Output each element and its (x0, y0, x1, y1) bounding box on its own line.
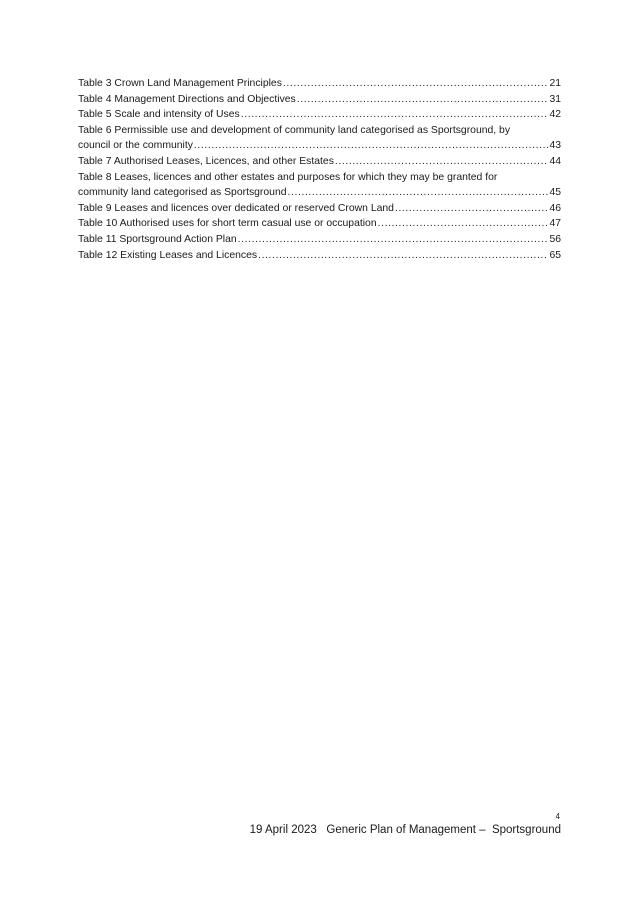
toc-entry[interactable] (78, 232, 561, 248)
toc-page-number: 44 (549, 155, 561, 167)
toc-entry-title: Table 10 Authorised uses for short term casual use or occupation (78, 218, 377, 230)
toc-leader-dots (241, 107, 549, 123)
footer-date: 19 April 2023 (249, 824, 317, 836)
toc-entry[interactable] (78, 170, 561, 201)
footer-page-number: 4 (555, 812, 560, 821)
toc-leader-dots (335, 154, 549, 170)
toc-entry[interactable] (78, 76, 561, 92)
toc-entry-title: Table 3 Crown Land Management Principles (78, 78, 282, 89)
toc-entry[interactable] (78, 216, 561, 232)
toc-leader-dots (288, 185, 549, 201)
toc-page-number: 45 (549, 187, 561, 199)
toc-entry[interactable] (78, 248, 561, 264)
toc-page-number: 31 (549, 93, 561, 105)
toc-entry-title: Table 4 Management Directions and Objectives (78, 93, 296, 105)
toc-entry[interactable] (78, 92, 561, 108)
toc-entry[interactable] (78, 154, 561, 170)
toc-page-number: 21 (549, 78, 561, 89)
toc-entry-title: Table 12 Existing Leases and Licences (78, 249, 258, 261)
footer-document-title: Generic Plan of Management – Sportsground (326, 824, 561, 836)
toc-entry[interactable] (78, 201, 561, 217)
toc-leader-dots (258, 248, 548, 264)
toc-leader-dots (194, 138, 549, 154)
toc-entry[interactable] (78, 123, 561, 154)
toc-entry-title: Table 7 Authorised Leases, Licences, and other Estates (78, 155, 334, 167)
toc-entry-title-line-2: council or the community (78, 140, 193, 152)
toc-leader-dots (283, 76, 549, 92)
toc-page-number: 43 (549, 140, 561, 152)
toc-page-number: 46 (549, 202, 561, 214)
toc-page-number: 56 (549, 233, 561, 245)
toc-page-number: 47 (549, 218, 561, 230)
toc-page-number: 42 (549, 109, 561, 121)
toc-leader-dots (395, 201, 548, 217)
toc-leader-dots (378, 216, 549, 232)
toc-page-number: 65 (549, 249, 561, 261)
toc-entry-title-line-1: Table 6 Permissible use and development of community land categorised as Sportsground, by (78, 124, 511, 136)
toc-entry-title-line-1: Table 8 Leases, licences and other estates and purposes for which they may be granted for (78, 171, 498, 183)
toc-entry-title: Table 5 Scale and intensity of Uses (78, 109, 240, 121)
toc-entry-title-line-2: community land categorised as Sportsground (78, 187, 287, 199)
table-of-contents (78, 76, 561, 263)
toc-entry[interactable] (78, 107, 561, 123)
toc-leader-dots (297, 92, 549, 108)
footer (250, 824, 561, 836)
toc-entry-title: Table 11 Sportsground Action Plan (78, 233, 237, 245)
toc-entry-title: Table 9 Leases and licences over dedicated or reserved Crown Land (78, 202, 394, 214)
toc-leader-dots (238, 232, 549, 248)
